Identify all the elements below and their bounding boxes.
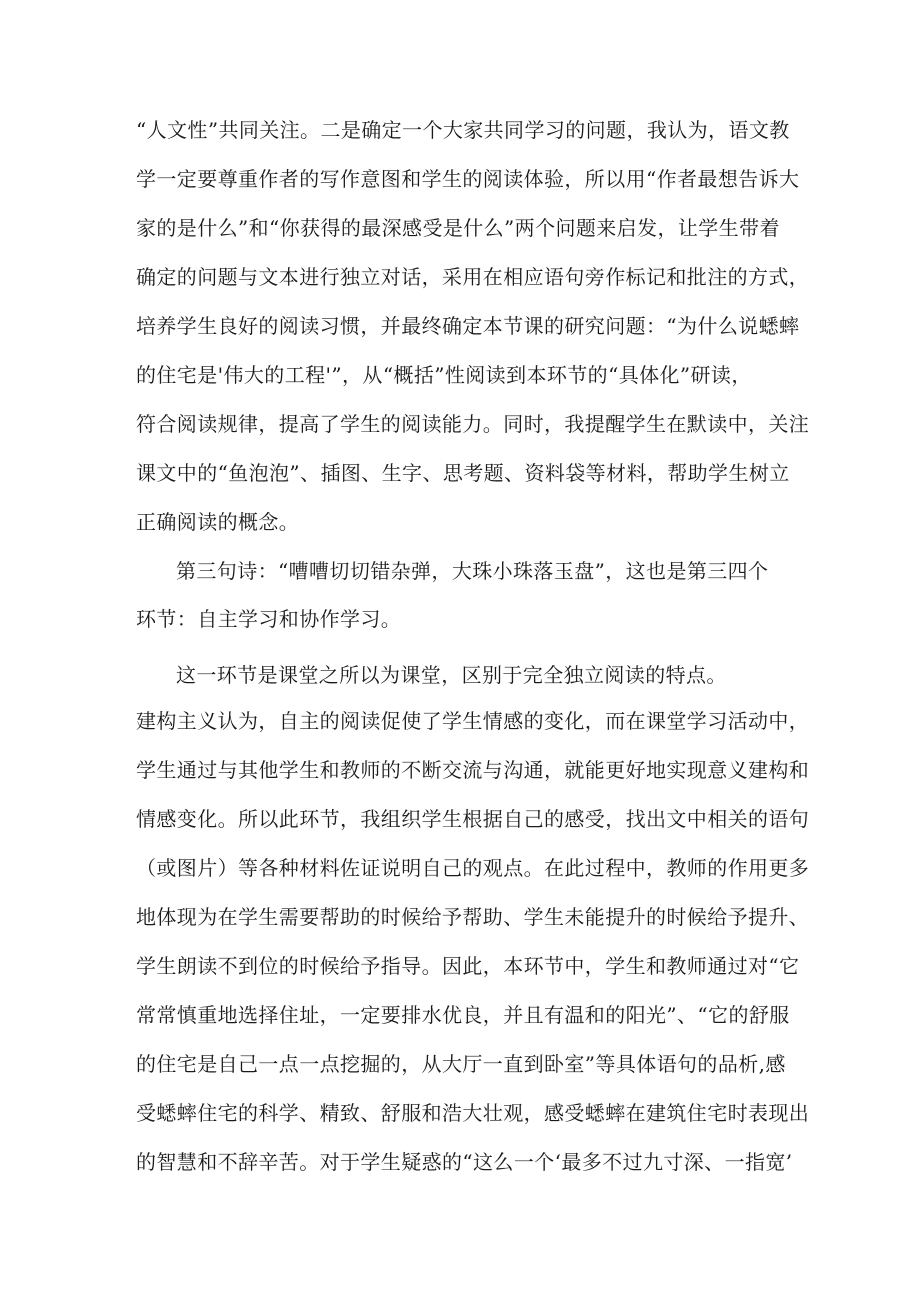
text-line: 这一环节是课堂之所以为课堂，区别于完全独立阅读的特点。	[176, 663, 727, 687]
text-line: （或图片）等各种材料佐证说明自己的观点。在此过程中，教师的作用更多	[136, 856, 810, 880]
text-line: 正确阅读的概念。	[136, 510, 300, 534]
text-line: 培养学生良好的阅读习惯，并最终确定本节课的研究问题：“为什么说蟋蟀	[136, 314, 800, 338]
text-line: 课文中的“鱼泡泡”、插图、生字、思考题、资料袋等材料，帮助学生树立	[136, 461, 790, 485]
text-line: 情感变化。所以此环节，我组织学生根据自己的感受，找出文中相关的语句	[136, 807, 810, 831]
text-line: 地体现为在学生需要帮助的时候给予帮助、学生未能提升的时候给予提升、	[136, 905, 810, 929]
text-line: “人文性”共同关注。二是确定一个大家共同学习的问题，我认为，语文教	[136, 118, 790, 142]
text-line: 第三句诗：“嘈嘈切切错杂弹，大珠小珠落玉盘”，这也是第三四个	[176, 559, 769, 583]
text-line: 常常慎重地选择住址，一定要排水优良，并且有温和的阳光”、“它的舒服	[136, 1003, 790, 1027]
text-line: 受蟋蟀住宅的科学、精致、舒服和浩大壮观，感受蟋蟀在建筑住宅时表现出	[136, 1101, 810, 1125]
text-line: 学一定要尊重作者的写作意图和学生的阅读体验，所以用“作者最想告诉大	[136, 167, 800, 191]
text-line: 符合阅读规律，提高了学生的阅读能力。同时，我提醒学生在默读中，关注	[136, 412, 810, 436]
text-line: 学生通过与其他学生和教师的不断交流与沟通，就能更好地实现意义建构和	[136, 758, 810, 782]
text-line: 确定的问题与文本进行独立对话，采用在相应语句旁作标记和批注的方式，	[136, 265, 810, 289]
text-line: 家的是什么”和“你获得的最深感受是什么”两个问题来启发，让学生带着	[136, 216, 780, 240]
text-line: 学生朗读不到位的时候给予指导。因此，本环节中，学生和教师通过对“它	[136, 954, 800, 978]
text-line: 环节：自主学习和协作学习。	[136, 607, 402, 631]
text-line: 建构主义认为，自主的阅读促使了学生情感的变化，而在课堂学习活动中，	[136, 709, 810, 733]
text-line: 的住宅是'伟大的工程'”，从“概括”性阅读到本环节的“具体化”研读，	[136, 363, 752, 387]
text-line: 的住宅是自己一点一点挖掘的，从大厅一直到卧室”等具体语句的品析,感	[136, 1052, 786, 1076]
text-line: 的智慧和不辞辛苦。对于学生疑惑的“这么一个‘最多不过九寸深、一指宽’	[136, 1150, 793, 1174]
